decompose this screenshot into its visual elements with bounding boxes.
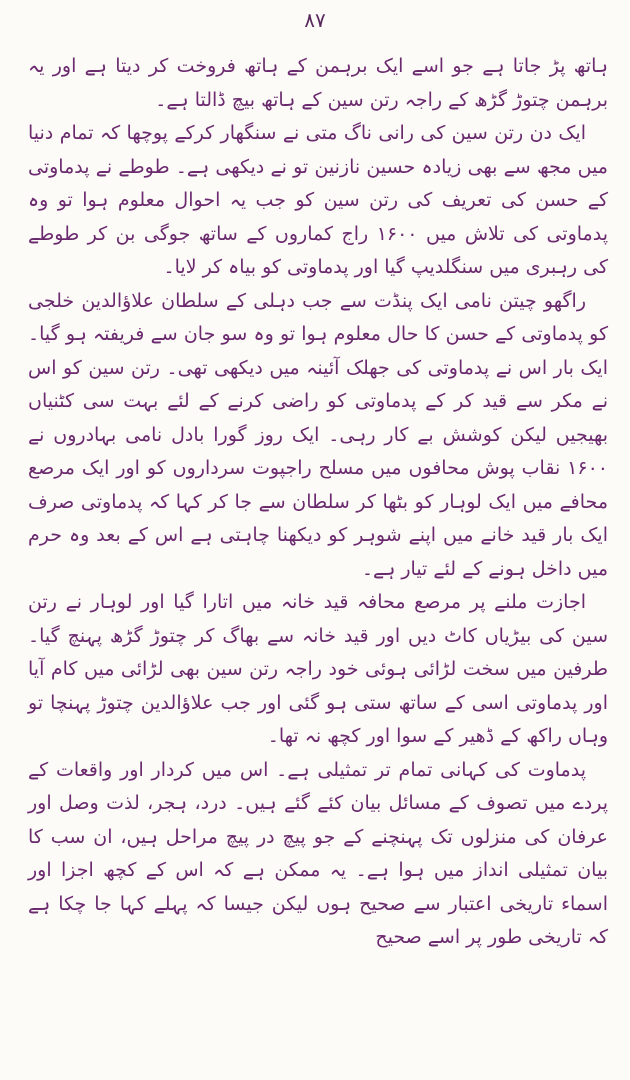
paragraph-1: ہاتھ پڑ جاتا ہے جو اسے ایک برہمن کے ہاتھ فروخت کر دیتا ہے اور یہ برہمن چتوڑ گڑھ کے راجہ رتن سین کے ہاتھ بیچ ڈالتا ہے۔: [28, 55, 608, 111]
paragraph-3: راگھو چیتن نامی ایک پنڈت سے جب دہلی کے سلطان علاؤالدین خلجی کو پدماوتی کے حسن کا حال معلوم ہوا تو وہ سو جان سے فریفتہ ہو گیا۔ ایک بار اس نے پدماوتی کی جھلک آئینہ میں دیکھی تھی۔ رتن سین کو اس نے مکر سے قید کر کے پدماوتی کو راضی کرنے کے لئے بہت سی کٹنیاں بھیجیں لیکن کوشش بے کار رہی۔ ایک روز گورا بادل نامی بہادروں نے ۱۶۰۰ نقاب پوش محافوں میں مسلح راجپوت سرداروں کو اور ایک مرصع محافے میں ایک لوہار کو بٹھا کر سلطان سے جا کر کہا کہ پدماوتی صرف ایک بار قید خانے میں اپنے شوہر کو دیکھنا چاہتی ہے اس کے بعد وہ حرم میں داخل ہونے کے لئے تیار ہے۔: [28, 289, 608, 580]
paragraph-5: پدماوت کی کہانی تمام تر تمثیلی ہے۔ اس میں کردار اور واقعات کے پردے میں تصوف کے مسائل بیان کئے گئے ہیں۔ درد، ہجر، لذت وصل اور عرفان کی منزلوں تک پہنچنے کے جو پیچ در پیچ مراحل ہیں، ان سب کا بیان تمثیلی انداز میں ہوا ہے۔ یہ ممکن ہے کہ اس کے کچھ اجزا اور اسماء تاریخی اعتبار سے صحیح ہوں لیکن جیسا کہ پہلے کہا جا چکا ہے کہ تاریخی طور پر اسے صحیح: [28, 758, 608, 948]
page-number: ۸۷: [304, 8, 326, 32]
paragraph-2: ایک دن رتن سین کی رانی ناگ متی نے سنگھار کرکے پوچھا کہ تمام دنیا میں مجھ سے بھی زیادہ حسین نازنین تو نے دیکھی ہے۔ طوطے نے پدماوتی کے حسن کی تعریف کی رتن سین کو جب یہ احوال معلوم ہوا تو وہ پدماوتی کی تلاش میں ۱۶۰۰ راج کماروں کے ساتھ جوگی بن کر طوطے کی رہبری میں سنگلدیپ گیا اور پدماوتی کو بیاہ کر لایا۔: [28, 122, 608, 278]
page-body: [28, 50, 608, 955]
paragraph-4: اجازت ملنے پر مرصع محافہ قید خانہ میں اتارا گیا اور لوہار نے رتن سین کی بیڑیاں کاٹ دیں اور قید خانہ سے بھاگ کر چتوڑ گڑھ پہنچ گیا۔ طرفین میں سخت لڑائی ہوئی خود راجہ رتن سین بھی لڑائی میں کام آیا اور پدماوتی اسی کے ساتھ ستی ہو گئی اور جب علاؤالدین چتوڑ پہنچا تو وہاں راکھ کے ڈھیر کے سوا اور کچھ نہ تھا۔: [28, 591, 608, 747]
